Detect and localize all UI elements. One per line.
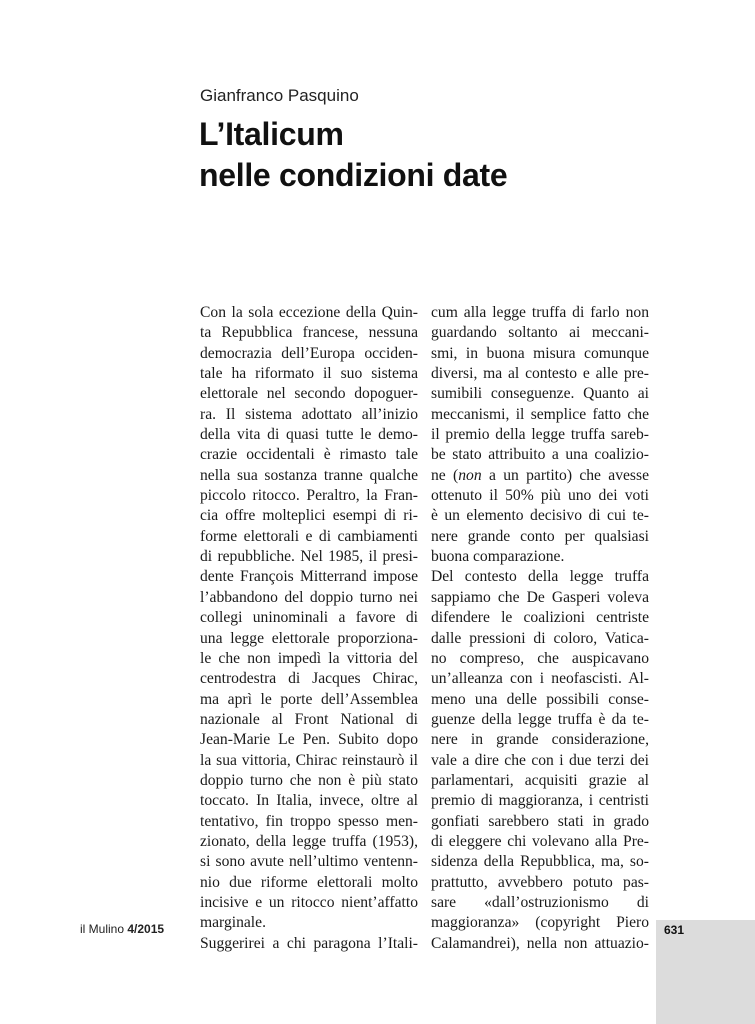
text-line: sidenza della Repubblica, ma, so- bbox=[431, 853, 649, 871]
text-line: ma aprì le porte dell’Assemblea bbox=[200, 690, 418, 708]
text-line: parlamentari, acquisiti grazie al bbox=[431, 771, 649, 789]
text-line: Del contesto della legge truffa bbox=[431, 568, 649, 586]
text-line: be stato attribuito a una coalizio- bbox=[431, 446, 649, 464]
text-line: prattutto, avvebbero potuto pas- bbox=[431, 873, 649, 891]
text-line: premio di maggioranza, i centristi bbox=[431, 792, 649, 810]
text-line: meccanismi, il semplice fatto che bbox=[431, 405, 649, 423]
text-line: guenze della legge truffa è da te- bbox=[431, 710, 649, 728]
text-line: centrodestra di Jacques Chirac, bbox=[200, 670, 418, 688]
text-line: dalle pressioni di coloro, Vatica- bbox=[431, 629, 649, 647]
text-line: tentativo, fin troppo spesso men- bbox=[200, 812, 418, 830]
text-line: incisive e un ritocco nient’affatto bbox=[200, 893, 418, 911]
text-line: della vita di quasi tutte le demo- bbox=[200, 426, 418, 444]
text-line: gonfiati sarebbero stati in grado bbox=[431, 812, 649, 830]
text-line: cum alla legge truffa di farlo non bbox=[431, 304, 649, 321]
title-line-2: nelle condizioni date bbox=[199, 157, 508, 193]
journal-footer bbox=[80, 922, 164, 936]
text-line: toccato. In Italia, invece, oltre al bbox=[200, 792, 418, 810]
page-number-tab bbox=[656, 920, 755, 1024]
text-line-with-italic bbox=[431, 466, 649, 486]
text-line: una legge elettorale proporziona- bbox=[200, 629, 418, 647]
text-line: è un elemento decisivo di cui te- bbox=[431, 507, 649, 525]
text-column-left bbox=[200, 303, 418, 954]
text-line: smi, in buona misura comunque bbox=[431, 344, 649, 362]
text-line: tale ha riformato il suo sistema bbox=[200, 365, 418, 383]
text-column-right bbox=[431, 303, 649, 954]
text-line: zionato, della legge truffa (1953), bbox=[200, 832, 418, 850]
text-line: di eleggere chi volevano alla Pre- bbox=[431, 832, 649, 850]
text-line: le che non impedì la vittoria del bbox=[200, 649, 418, 667]
text-fragment: a un partito) che avesse bbox=[481, 466, 649, 484]
text-line: l’abbandono del doppio turno nei bbox=[200, 588, 418, 606]
text-line: dente François Mitterrand impose bbox=[200, 568, 418, 586]
text-line: nazionale al Front National di bbox=[200, 710, 418, 728]
title-line-1: L’Italicum bbox=[199, 116, 344, 152]
text-line: elettorale nel secondo dopoguer- bbox=[200, 385, 418, 403]
text-line: meno una delle possibili conse- bbox=[431, 690, 649, 708]
text-line: ottenuto il 50% più uno dei voti bbox=[431, 487, 649, 505]
journal-issue: 4/2015 bbox=[127, 922, 165, 936]
text-fragment: ne ( bbox=[431, 466, 459, 484]
article-title bbox=[199, 114, 507, 196]
text-line: sumibili conseguenze. Quanto ai bbox=[431, 385, 649, 403]
text-line: ta Repubblica francese, nessuna bbox=[200, 324, 418, 342]
text-line: si sono avute nell’ultimo ventenn- bbox=[200, 853, 418, 871]
text-line: piccolo ritocco. Peraltro, la Fran- bbox=[200, 487, 418, 505]
text-line: forme elettorali e di cambiamenti bbox=[200, 527, 418, 545]
journal-name: il Mulino bbox=[80, 922, 125, 936]
text-line: Calamandrei), nella non attuazio- bbox=[431, 934, 649, 952]
text-line: crazie occidentali è rimasto tale bbox=[200, 446, 418, 464]
text-line: di repubbliche. Nel 1985, il presi- bbox=[200, 548, 418, 566]
italic-word: non bbox=[458, 466, 482, 484]
text-line: un’alleanza con i neofascisti. Al- bbox=[431, 670, 649, 688]
text-line: sappiamo che De Gasperi voleva bbox=[431, 588, 649, 606]
text-line: maggioranza» (copyright Piero bbox=[431, 914, 649, 932]
text-line: doppio turno che non è più stato bbox=[200, 771, 418, 789]
text-line: il premio della legge truffa sareb- bbox=[431, 426, 649, 444]
text-line: diversi, ma al contesto e alle pre- bbox=[431, 365, 649, 383]
text-line: cia offre molteplici esempi di ri- bbox=[200, 507, 418, 525]
text-line: sare «dall’ostruzionismo di bbox=[431, 893, 649, 911]
text-line: difendere le coalizioni centriste bbox=[431, 609, 649, 627]
text-line: vale a dire che con i due terzi dei bbox=[431, 751, 649, 769]
text-line: no compreso, che auspicavano bbox=[431, 649, 649, 667]
text-line: marginale. bbox=[200, 914, 266, 932]
text-line: democrazia dell’Europa occiden- bbox=[200, 344, 418, 362]
text-line: Suggerirei a chi paragona l’Itali- bbox=[200, 934, 418, 952]
text-line: nella sua sostanza tranne qualche bbox=[200, 466, 418, 484]
text-line: collegi uninominali a favore di bbox=[200, 609, 418, 627]
text-line: guardando soltanto ai meccani- bbox=[431, 324, 649, 342]
page-number: 631 bbox=[664, 923, 685, 937]
text-line: nere in grande considerazione, bbox=[431, 731, 649, 749]
text-line: nere grande conto per qualsiasi bbox=[431, 527, 649, 545]
text-line: ra. Il sistema adottato all’inizio bbox=[200, 405, 418, 423]
text-line: buona comparazione. bbox=[431, 548, 565, 566]
text-line: nio due riforme elettorali molto bbox=[200, 873, 418, 891]
text-line: Con la sola eccezione della Quin- bbox=[200, 304, 418, 321]
author-name: Gianfranco Pasquino bbox=[200, 86, 359, 105]
text-line: Jean-Marie Le Pen. Subito dopo bbox=[200, 731, 418, 749]
text-line: la sua vittoria, Chirac reinstaurò il bbox=[200, 751, 418, 769]
